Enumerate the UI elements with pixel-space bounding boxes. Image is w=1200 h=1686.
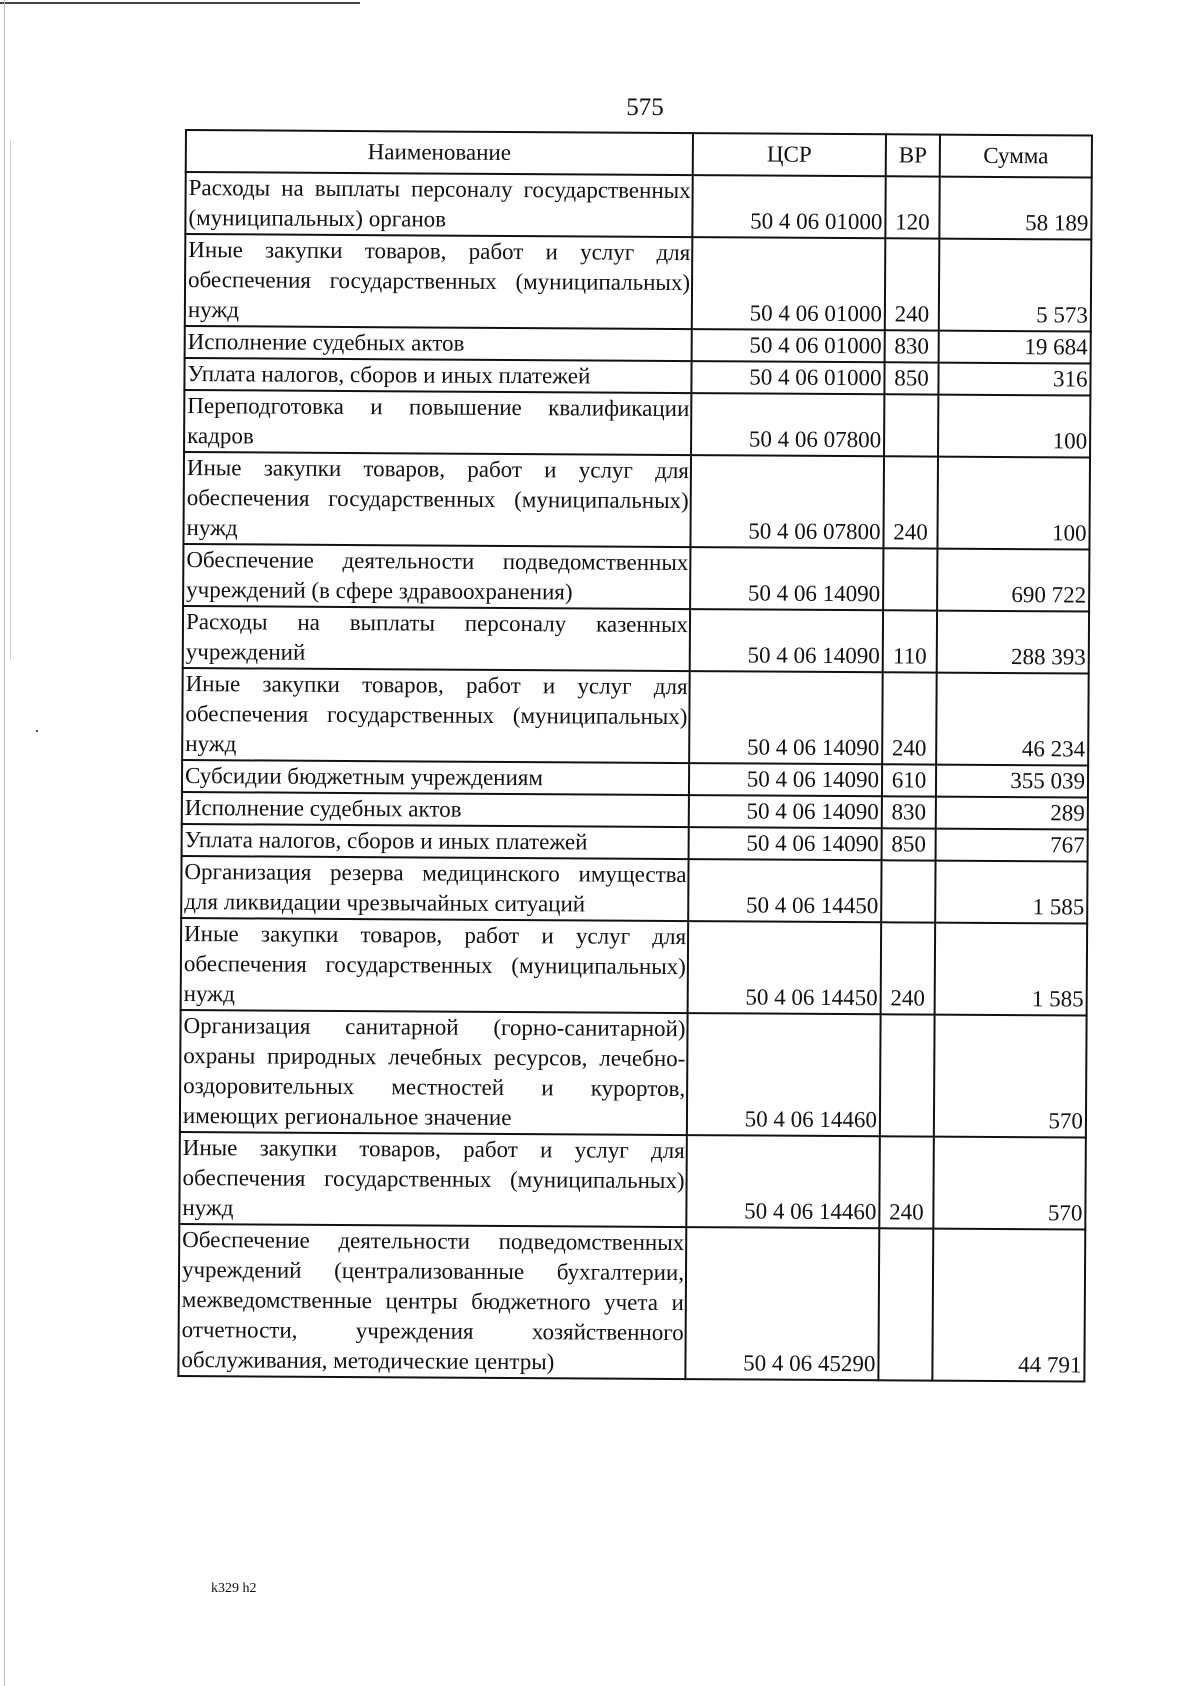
cell-name: Иные закупки товаров, работ и услуг для обеспечения государственных (муниципальных) нужд — [183, 452, 691, 547]
cell-csr: 50 4 06 14090 — [689, 827, 882, 860]
cell-csr: 50 4 06 01000 — [692, 329, 885, 362]
cell-csr: 50 4 06 01000 — [692, 237, 886, 330]
cell-csr: 50 4 06 07800 — [691, 393, 884, 456]
cell-csr: 50 4 06 07800 — [690, 455, 884, 548]
cell-name: Иные закупки товаров, работ и услуг для обеспечения государственных (муниципальных) нужд — [182, 668, 690, 763]
cell-vr: 850 — [884, 362, 938, 394]
cell-name: Субсидии бюджетным учреждениям — [182, 760, 689, 795]
cell-name: Иные закупки товаров, работ и услуг для обеспечения государственных (муниципальных) нужд — [179, 1132, 687, 1227]
cell-sum: 100 — [937, 457, 1090, 550]
table-body — [178, 172, 1091, 1382]
cell-vr: 110 — [883, 610, 937, 672]
header-vr: ВР — [886, 134, 940, 176]
scan-edge-line — [0, 2, 360, 4]
cell-vr: 240 — [881, 922, 936, 1014]
cell-sum: 355 039 — [936, 765, 1088, 798]
scan-speck — [36, 730, 38, 732]
cell-csr: 50 4 06 14090 — [689, 763, 882, 796]
table-row — [183, 544, 1089, 612]
budget-table — [177, 129, 1093, 1383]
cell-csr: 50 4 06 01000 — [691, 361, 884, 394]
cell-sum: 316 — [938, 363, 1090, 396]
cell-vr: 120 — [885, 176, 939, 238]
cell-sum: 1 585 — [935, 861, 1087, 924]
cell-vr: 610 — [882, 764, 936, 796]
cell-name: Уплата налогов, сборов и иных платежей — [182, 824, 689, 859]
cell-sum: 570 — [934, 1015, 1087, 1138]
cell-csr: 50 4 06 45290 — [685, 1227, 879, 1380]
cell-sum: 5 573 — [939, 239, 1092, 332]
cell-vr — [880, 1014, 935, 1136]
cell-sum: 1 585 — [935, 923, 1088, 1016]
scan-edge-shadow — [10, 140, 11, 660]
cell-name: Обеспечение деятельности подведомственных учреждений (в сфере здравоохранения) — [183, 544, 690, 609]
table-row — [178, 1224, 1085, 1382]
cell-csr: 50 4 06 14450 — [688, 921, 882, 1014]
cell-csr: 50 4 06 14090 — [690, 547, 883, 610]
cell-sum: 58 189 — [939, 177, 1091, 240]
header-csr: ЦСР — [693, 133, 886, 176]
cell-vr: 240 — [879, 1136, 934, 1228]
cell-vr: 240 — [882, 672, 937, 764]
cell-vr — [883, 548, 937, 610]
cell-sum: 767 — [936, 829, 1088, 862]
cell-csr: 50 4 06 14460 — [687, 1013, 881, 1136]
cell-name: Организация резерва медицинского имущества для ликвидации чрезвычайных ситуаций — [181, 856, 688, 921]
cell-sum: 19 684 — [939, 331, 1091, 364]
cell-name: Иные закупки товаров, работ и услуг для обеспечения государственных (муниципальных) нужд — [181, 918, 689, 1013]
cell-csr: 50 4 06 14090 — [689, 671, 883, 764]
table-row — [184, 390, 1090, 458]
cell-sum: 100 — [938, 395, 1090, 458]
cell-vr: 240 — [885, 238, 940, 330]
table-row — [185, 172, 1091, 240]
cell-sum: 288 393 — [937, 611, 1089, 674]
cell-name: Исполнение судебных актов — [182, 792, 689, 827]
header-sum: Сумма — [940, 135, 1092, 178]
cell-sum: 289 — [936, 797, 1088, 830]
budget-table-container — [177, 129, 1091, 1383]
header-name: Наименование — [186, 130, 693, 175]
cell-sum: 46 234 — [936, 673, 1089, 766]
table-row — [185, 234, 1092, 332]
cell-vr: 830 — [882, 796, 936, 828]
table-row — [183, 452, 1090, 550]
cell-vr: 850 — [882, 828, 936, 860]
cell-name: Исполнение судебных актов — [185, 326, 692, 361]
cell-vr: 240 — [883, 456, 938, 548]
cell-name: Организация санитарной (горно-санитарной) охраны природных лечебных ресурсов, лечебно-оздоровительных местностей и курортов, имеющих региональное значение — [180, 1010, 688, 1135]
cell-vr — [881, 860, 935, 922]
cell-name: Расходы на выплаты персоналу государственных (муниципальных) органов — [185, 172, 692, 237]
cell-vr — [878, 1228, 933, 1380]
scan-edge-shadow — [4, 0, 5, 1686]
table-row — [183, 606, 1089, 674]
cell-csr: 50 4 06 01000 — [692, 175, 885, 238]
cell-csr: 50 4 06 14450 — [688, 859, 881, 922]
table-row — [181, 918, 1088, 1016]
table-row — [181, 856, 1087, 924]
cell-sum: 570 — [933, 1137, 1086, 1230]
cell-name: Расходы на выплаты персоналу казенных учреждений — [183, 606, 690, 671]
page-number: 575 — [626, 94, 664, 121]
cell-csr: 50 4 06 14460 — [686, 1135, 880, 1228]
cell-sum: 690 722 — [937, 549, 1089, 612]
footer-code: k329 h2 — [211, 1581, 257, 1596]
table-row — [182, 668, 1089, 766]
cell-vr: 830 — [885, 330, 939, 362]
cell-csr: 50 4 06 14090 — [690, 609, 883, 672]
table-row — [179, 1132, 1086, 1230]
cell-vr — [884, 394, 938, 456]
table-row — [180, 1010, 1087, 1138]
cell-name: Переподготовка и повышение квалификации кадров — [184, 390, 691, 455]
cell-sum: 44 791 — [932, 1229, 1085, 1382]
table-header-row — [186, 130, 1092, 178]
cell-csr: 50 4 06 14090 — [689, 795, 882, 828]
cell-name: Иные закупки товаров, работ и услуг для обеспечения государственных (муниципальных) нужд — [185, 234, 693, 329]
cell-name: Уплата налогов, сборов и иных платежей — [184, 358, 691, 393]
cell-name: Обеспечение деятельности подведомственных учреждений (централизованные бухгалтерии, межведомственные центры бюджетного учета и отчетности, учреждения хозяйственного обслуживания, методические центры) — [178, 1224, 686, 1379]
